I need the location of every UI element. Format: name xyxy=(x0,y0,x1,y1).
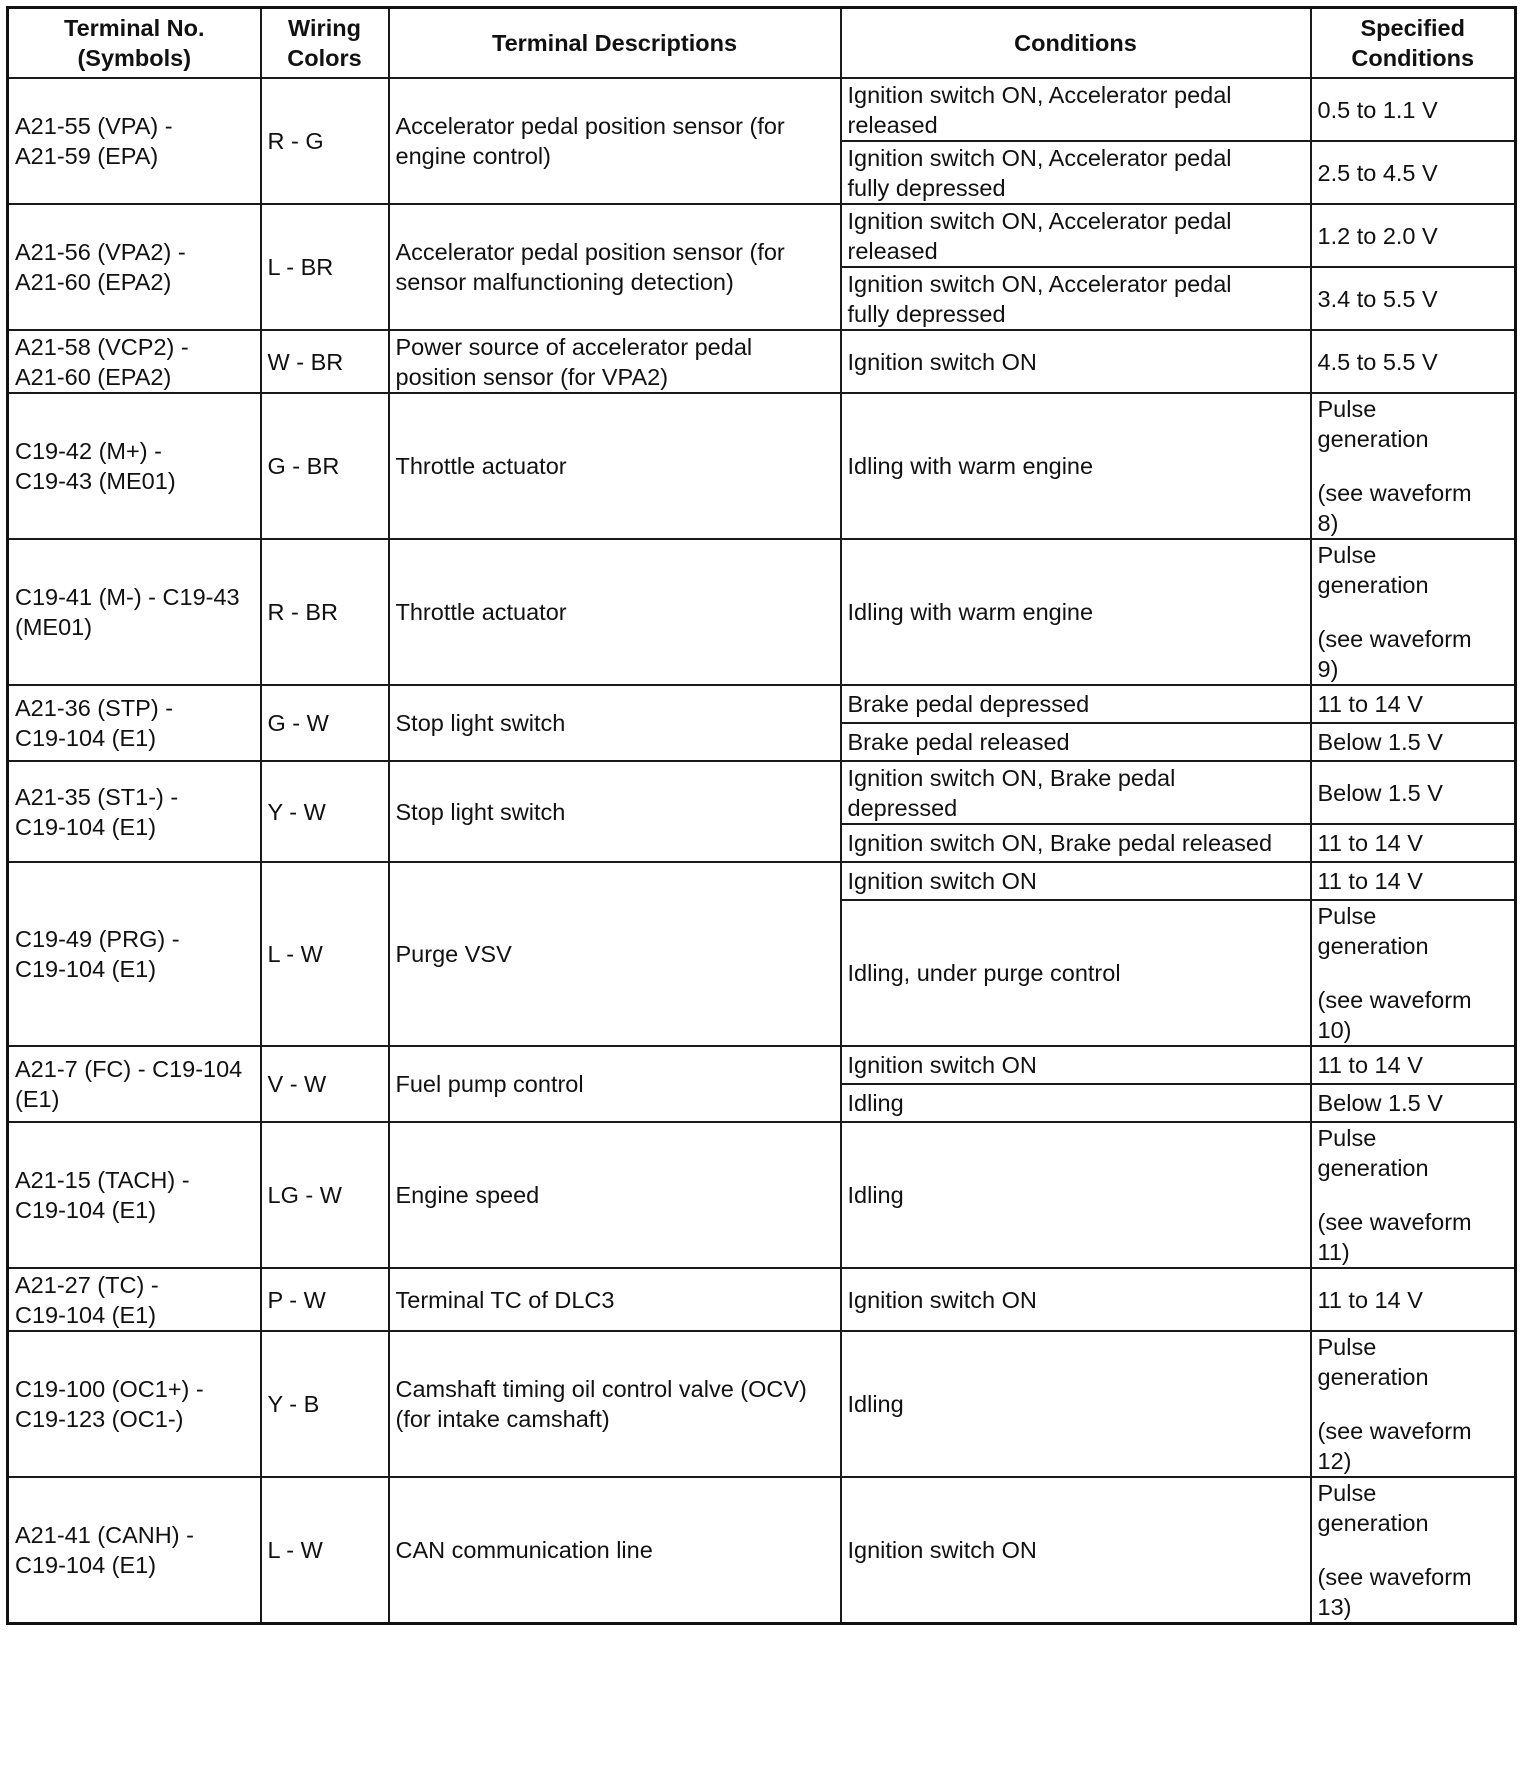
description-cell xyxy=(389,204,841,330)
terminal-line: A21-55 (VPA) - xyxy=(15,113,173,139)
condition-line: Ignition switch ON, Brake pedal xyxy=(847,764,1176,791)
pulse-spec-line: generation xyxy=(1317,1155,1429,1181)
table-row xyxy=(8,862,1516,900)
terminal-cell xyxy=(8,393,261,539)
wiring-color-cell: V - W xyxy=(261,1046,389,1122)
terminal-cell xyxy=(8,1331,261,1477)
table-row xyxy=(8,1268,1516,1331)
condition-line: Ignition switch ON, Accelerator pedal xyxy=(847,207,1232,234)
terminal-line: A21-58 (VCP2) - xyxy=(15,333,189,360)
terminal-line: C19-43 (ME01) xyxy=(15,468,176,494)
terminal-cell xyxy=(8,761,261,862)
specified-condition-cell xyxy=(1311,1477,1516,1624)
pulse-spec-line: (see waveform xyxy=(1317,987,1472,1013)
header-terminal-line2: (Symbols) xyxy=(77,45,192,71)
specified-condition-cell: 4.5 to 5.5 V xyxy=(1311,330,1516,393)
specified-condition-cell: 11 to 14 V xyxy=(1311,862,1516,900)
terminal-line: C19-100 (OC1+) - xyxy=(15,1376,204,1402)
pulse-spec-line: 13) xyxy=(1317,1594,1352,1620)
specified-condition-cell: Below 1.5 V xyxy=(1311,761,1516,824)
pulse-spec-line: (see waveform xyxy=(1317,1209,1472,1235)
description-cell xyxy=(389,330,841,393)
specified-condition-cell: 11 to 14 V xyxy=(1311,1046,1516,1084)
specified-condition-cell xyxy=(1311,1122,1516,1268)
condition-line: Ignition switch ON, Accelerator pedal xyxy=(847,144,1232,171)
pulse-spec-line: generation xyxy=(1317,1364,1429,1390)
condition-line: Ignition switch ON xyxy=(847,868,1037,894)
wiring-color-cell: L - W xyxy=(261,1477,389,1624)
terminal-line: C19-42 (M+) - xyxy=(15,438,162,464)
description-cell xyxy=(389,685,841,761)
description-line: (for intake camshaft) xyxy=(395,1406,610,1432)
description-line: position sensor (for VPA2) xyxy=(395,363,669,390)
pulse-spec-line: generation xyxy=(1317,933,1429,959)
condition-line: released xyxy=(847,111,938,138)
condition-line: Idling xyxy=(847,1391,904,1417)
condition-cell xyxy=(841,862,1311,900)
condition-line: Idling with warm engine xyxy=(847,453,1094,479)
condition-line: fully depressed xyxy=(847,174,1006,201)
terminal-line: C19-104 (E1) xyxy=(15,1301,157,1328)
specified-condition-cell: 11 to 14 V xyxy=(1311,1268,1516,1331)
terminal-line: (ME01) xyxy=(15,614,93,640)
description-line: Power source of accelerator pedal xyxy=(395,333,753,360)
description-cell xyxy=(389,393,841,539)
table-body xyxy=(8,78,1516,1624)
terminal-line: A21-56 (VPA2) - xyxy=(15,239,186,265)
condition-line: released xyxy=(847,237,938,264)
pulse-spec-line: generation xyxy=(1317,1510,1429,1536)
condition-line: Idling xyxy=(847,1182,904,1208)
table-row xyxy=(8,1331,1516,1477)
description-line: engine control) xyxy=(395,143,551,169)
specified-condition-cell xyxy=(1311,900,1516,1046)
pulse-spec-line: Pulse xyxy=(1317,396,1377,422)
wiring-color-cell: G - W xyxy=(261,685,389,761)
description-line: Camshaft timing oil control valve (OCV) xyxy=(395,1376,807,1402)
condition-cell xyxy=(841,824,1311,862)
condition-cell xyxy=(841,1046,1311,1084)
condition-cell xyxy=(841,761,1311,824)
specified-condition-cell xyxy=(1311,393,1516,539)
terminal-line: A21-36 (STP) - xyxy=(15,695,174,721)
condition-cell xyxy=(841,393,1311,539)
terminal-line: C19-41 (M-) - C19-43 xyxy=(15,584,240,610)
table-row xyxy=(8,1122,1516,1268)
description-line: Engine speed xyxy=(395,1182,540,1208)
table-row xyxy=(8,1046,1516,1084)
description-line: Terminal TC of DLC3 xyxy=(395,1286,615,1313)
condition-cell xyxy=(841,78,1311,141)
wiring-color-cell: LG - W xyxy=(261,1122,389,1268)
header-specified xyxy=(1311,8,1516,79)
terminal-line: A21-27 (TC) - xyxy=(15,1271,159,1298)
terminal-cell xyxy=(8,685,261,761)
condition-cell xyxy=(841,330,1311,393)
condition-line: Ignition switch ON xyxy=(847,348,1037,375)
wiring-color-cell: L - BR xyxy=(261,204,389,330)
terminal-line: C19-49 (PRG) - xyxy=(15,926,180,952)
description-cell xyxy=(389,539,841,685)
table-row xyxy=(8,393,1516,539)
wiring-color-cell: G - BR xyxy=(261,393,389,539)
table-header-row xyxy=(8,8,1516,79)
description-cell xyxy=(389,1122,841,1268)
condition-line: Ignition switch ON, Accelerator pedal xyxy=(847,81,1232,108)
pulse-spec-line: 8) xyxy=(1317,510,1339,536)
pulse-spec-line: Pulse xyxy=(1317,1334,1377,1360)
wiring-color-cell: R - G xyxy=(261,78,389,204)
terminal-line: A21-60 (EPA2) xyxy=(15,363,172,390)
condition-cell xyxy=(841,267,1311,330)
header-conditions: Conditions xyxy=(841,8,1311,79)
wiring-color-cell: Y - W xyxy=(261,761,389,862)
table-row xyxy=(8,1477,1516,1624)
specified-condition-cell: 0.5 to 1.1 V xyxy=(1311,78,1516,141)
condition-line: Ignition switch ON xyxy=(847,1537,1037,1563)
terminal-line: A21-59 (EPA) xyxy=(15,143,159,169)
condition-cell xyxy=(841,1122,1311,1268)
table-row xyxy=(8,539,1516,685)
specified-condition-cell xyxy=(1311,1331,1516,1477)
terminal-line: (E1) xyxy=(15,1086,60,1112)
condition-cell xyxy=(841,900,1311,1046)
terminal-cell xyxy=(8,78,261,204)
description-line: Throttle actuator xyxy=(395,453,567,479)
wiring-color-cell: W - BR xyxy=(261,330,389,393)
pulse-spec-line: Pulse xyxy=(1317,903,1377,929)
header-wiring xyxy=(261,8,389,79)
terminal-cell xyxy=(8,539,261,685)
header-wiring-line1: Wiring xyxy=(288,15,361,41)
condition-cell xyxy=(841,685,1311,723)
terminal-line: C19-104 (E1) xyxy=(15,956,157,982)
terminal-cell xyxy=(8,330,261,393)
condition-line: Ignition switch ON xyxy=(847,1286,1037,1313)
terminal-line: A21-15 (TACH) - xyxy=(15,1167,190,1193)
description-line: Stop light switch xyxy=(395,798,566,825)
condition-cell xyxy=(841,539,1311,685)
terminal-line: C19-104 (E1) xyxy=(15,1552,157,1578)
wiring-color-cell: R - BR xyxy=(261,539,389,685)
condition-line: Ignition switch ON xyxy=(847,1052,1037,1078)
description-line: Throttle actuator xyxy=(395,599,567,625)
pulse-spec-line: (see waveform xyxy=(1317,480,1472,506)
description-line: Stop light switch xyxy=(395,710,566,736)
pulse-spec-line: Pulse xyxy=(1317,1480,1377,1506)
header-specified-line2: Conditions xyxy=(1351,45,1475,71)
specified-condition-cell: Below 1.5 V xyxy=(1311,1084,1516,1122)
terminal-cell xyxy=(8,1046,261,1122)
specified-condition-cell: Below 1.5 V xyxy=(1311,723,1516,761)
terminal-line: A21-60 (EPA2) xyxy=(15,269,172,295)
specified-condition-cell: 1.2 to 2.0 V xyxy=(1311,204,1516,267)
pulse-spec-line: 12) xyxy=(1317,1448,1352,1474)
terminal-cell xyxy=(8,1477,261,1624)
wiring-color-cell: L - W xyxy=(261,862,389,1046)
condition-line: Ignition switch ON, Accelerator pedal xyxy=(847,270,1232,297)
condition-cell xyxy=(841,1268,1311,1331)
table-row xyxy=(8,78,1516,141)
pulse-spec-line: 11) xyxy=(1317,1239,1350,1265)
condition-line: fully depressed xyxy=(847,300,1006,327)
pulse-spec-line: 10) xyxy=(1317,1017,1352,1043)
table-row xyxy=(8,761,1516,824)
specified-condition-cell: 2.5 to 4.5 V xyxy=(1311,141,1516,204)
condition-line: depressed xyxy=(847,794,958,821)
terminal-line: A21-7 (FC) - C19-104 xyxy=(15,1056,243,1082)
header-terminal xyxy=(8,8,261,79)
condition-line: Idling xyxy=(847,1090,904,1116)
table-row xyxy=(8,204,1516,267)
specified-condition-cell xyxy=(1311,539,1516,685)
table-row xyxy=(8,330,1516,393)
condition-cell xyxy=(841,1331,1311,1477)
pulse-spec-line: 9) xyxy=(1317,656,1339,682)
terminal-spec-table xyxy=(6,6,1517,1625)
specified-condition-cell: 3.4 to 5.5 V xyxy=(1311,267,1516,330)
terminal-cell xyxy=(8,1122,261,1268)
pulse-spec-line: (see waveform xyxy=(1317,626,1472,652)
wiring-color-cell: Y - B xyxy=(261,1331,389,1477)
description-cell xyxy=(389,862,841,1046)
pulse-spec-line: (see waveform xyxy=(1317,1564,1472,1590)
description-line: CAN communication line xyxy=(395,1537,653,1563)
terminal-line: C19-104 (E1) xyxy=(15,725,157,751)
condition-line: Idling with warm engine xyxy=(847,599,1094,625)
description-cell xyxy=(389,78,841,204)
condition-cell xyxy=(841,1084,1311,1122)
pulse-spec-line: generation xyxy=(1317,572,1429,598)
condition-line: Ignition switch ON, Brake pedal released xyxy=(847,830,1273,856)
description-cell xyxy=(389,1477,841,1624)
condition-cell xyxy=(841,141,1311,204)
description-line: Accelerator pedal position sensor (for xyxy=(395,113,785,139)
header-description: Terminal Descriptions xyxy=(389,8,841,79)
pulse-spec-line: Pulse xyxy=(1317,1125,1377,1151)
pulse-spec-line: (see waveform xyxy=(1317,1418,1472,1444)
terminal-cell xyxy=(8,862,261,1046)
terminal-line: A21-41 (CANH) - xyxy=(15,1522,194,1548)
terminal-cell xyxy=(8,1268,261,1331)
description-line: Accelerator pedal position sensor (for xyxy=(395,239,785,265)
header-specified-line1: Specified xyxy=(1360,15,1465,41)
terminal-cell xyxy=(8,204,261,330)
terminal-line: C19-123 (OC1-) xyxy=(15,1406,184,1432)
description-cell xyxy=(389,1046,841,1122)
description-line: Purge VSV xyxy=(395,941,512,967)
header-terminal-line1: Terminal No. xyxy=(63,15,205,41)
description-cell xyxy=(389,1268,841,1331)
pulse-spec-line: generation xyxy=(1317,426,1429,452)
condition-line: Idling, under purge control xyxy=(847,960,1121,986)
header-wiring-line2: Colors xyxy=(287,45,362,71)
condition-cell xyxy=(841,204,1311,267)
description-line: Fuel pump control xyxy=(395,1071,584,1097)
specified-condition-cell: 11 to 14 V xyxy=(1311,824,1516,862)
terminal-line: C19-104 (E1) xyxy=(15,1197,157,1223)
terminal-line: A21-35 (ST1-) - xyxy=(15,783,179,810)
wiring-color-cell: P - W xyxy=(261,1268,389,1331)
condition-line: Brake pedal released xyxy=(847,729,1070,755)
pulse-spec-line: Pulse xyxy=(1317,542,1377,568)
description-cell xyxy=(389,761,841,862)
terminal-line: C19-104 (E1) xyxy=(15,813,157,840)
condition-cell xyxy=(841,1477,1311,1624)
condition-cell xyxy=(841,723,1311,761)
condition-line: Brake pedal depressed xyxy=(847,691,1090,717)
description-cell xyxy=(389,1331,841,1477)
description-line: sensor malfunctioning detection) xyxy=(395,269,734,295)
specified-condition-cell: 11 to 14 V xyxy=(1311,685,1516,723)
table-row xyxy=(8,685,1516,723)
